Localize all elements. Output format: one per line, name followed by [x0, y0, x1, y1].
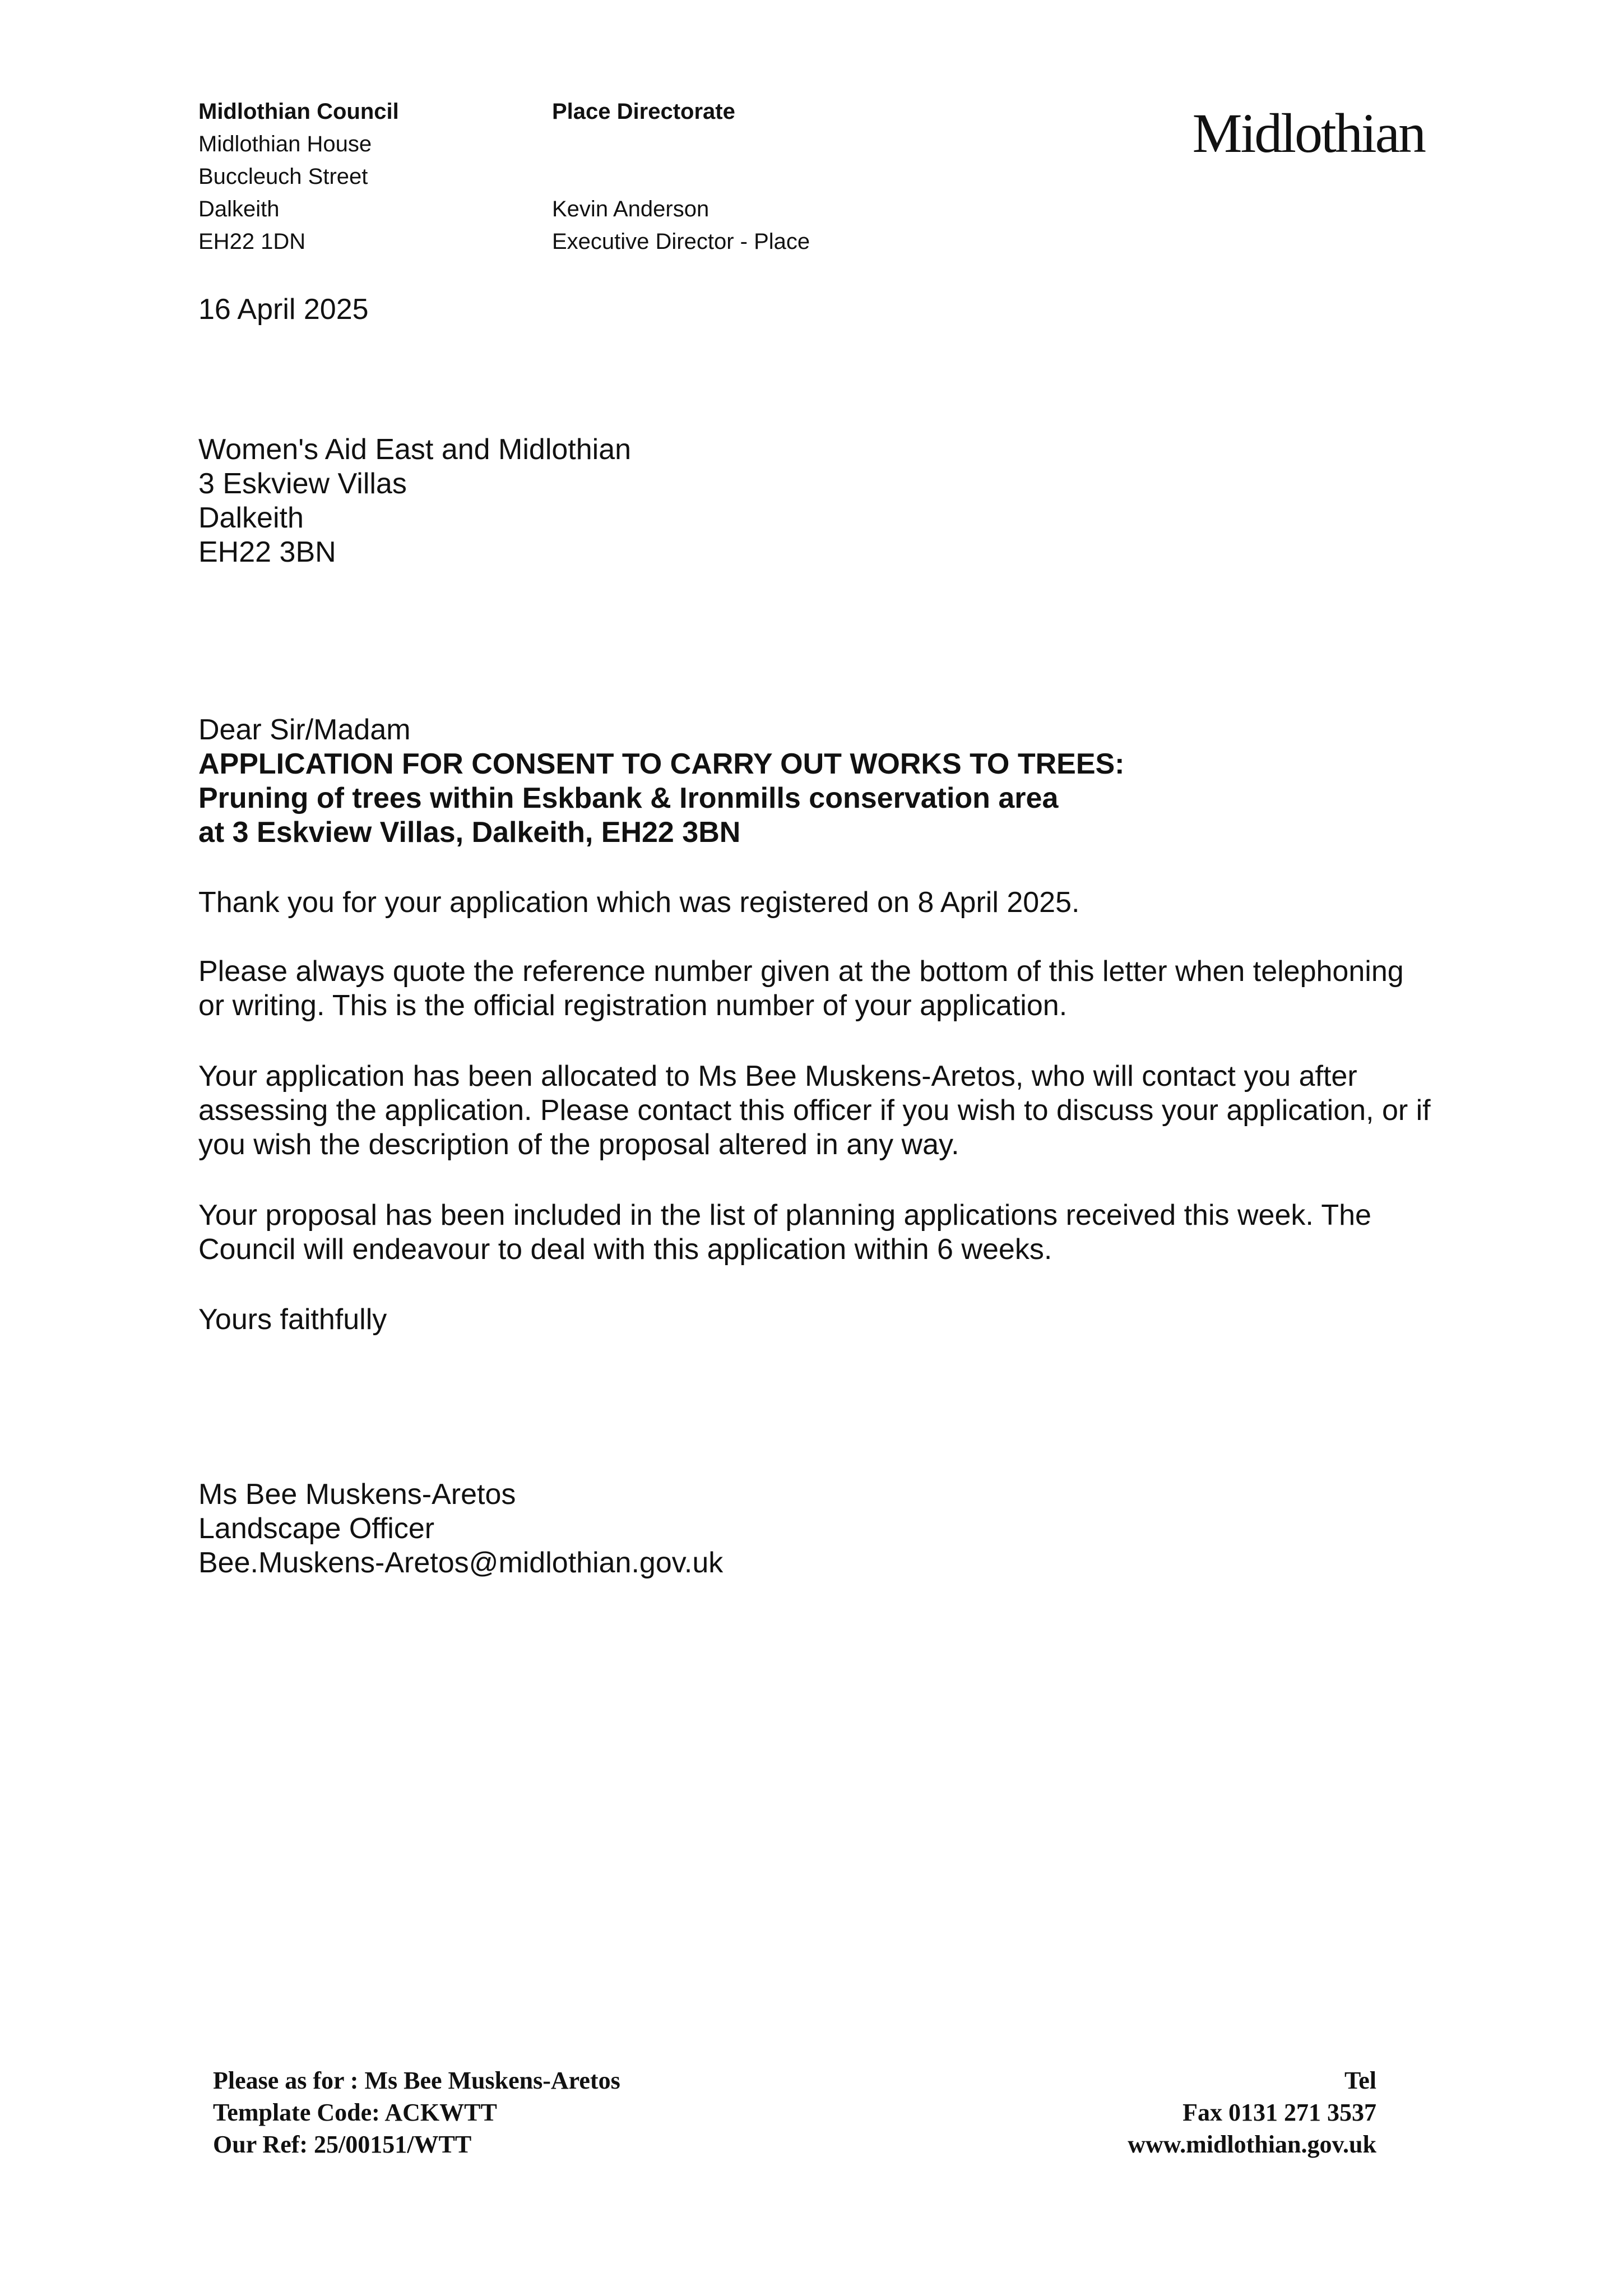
- director-title: Executive Director - Place: [552, 229, 810, 254]
- footer-right: [1128, 2064, 1376, 2160]
- sender-address-line: Midlothian House: [198, 132, 372, 156]
- recipient-line: EH22 3BN: [198, 536, 336, 568]
- footer-reference: Our Ref: 25/00151/WTT: [213, 2131, 472, 2158]
- salutation: Dear Sir/Madam: [198, 714, 411, 746]
- paragraph: Thank you for your application which was registered on 8 April 2025.: [198, 886, 1080, 919]
- subject-line: at 3 Eskview Villas, Dalkeith, EH22 3BN: [198, 816, 741, 849]
- signatory-title: Landscape Officer: [198, 1512, 435, 1545]
- sender-organisation: Midlothian Council: [198, 99, 399, 124]
- salutation-and-subject: [198, 713, 1125, 850]
- recipient-line: Dalkeith: [198, 502, 304, 534]
- letter-date: 16 April 2025: [198, 293, 369, 326]
- sender-address-line: EH22 1DN: [198, 229, 306, 254]
- subject-line: Pruning of trees within Eskbank & Ironmills conservation area: [198, 782, 1059, 814]
- footer-contact-officer: Please as for : Ms Bee Muskens-Aretos: [213, 2067, 620, 2094]
- paragraph: Your proposal has been included in the list of planning applications received this week. The Council will endeavour to deal with this application within 6 weeks.: [198, 1199, 1371, 1266]
- closing: Yours faithfully: [198, 1303, 387, 1336]
- recipient-address-block: [198, 433, 631, 570]
- signatory-block: [198, 1478, 723, 1580]
- spacer: [552, 128, 810, 193]
- directorate-name: Place Directorate: [552, 99, 735, 124]
- recipient-line: Women's Aid East and Midlothian: [198, 433, 632, 466]
- sender-address-block: [198, 95, 399, 258]
- directorate-block: [552, 95, 810, 258]
- footer-fax: Fax 0131 271 3537: [1183, 2099, 1376, 2126]
- footer-tel: Tel: [1344, 2067, 1376, 2094]
- paragraph: Please always quote the reference number given at the bottom of this letter when telephoning or writing. This is the official registration number of your application.: [198, 955, 1404, 1022]
- paragraph: Your application has been allocated to Ms Bee Muskens-Aretos, who will contact you after assessing the application. Please contact this officer if you wish to discuss your application, or if you wish the description of the proposal altered in any way.: [198, 1060, 1431, 1161]
- footer-website: www.midlothian.gov.uk: [1128, 2131, 1376, 2158]
- recipient-line: 3 Eskview Villas: [198, 467, 407, 500]
- footer-template-code: Template Code: ACKWTT: [213, 2099, 497, 2126]
- footer-left: [213, 2064, 620, 2160]
- signatory-name: Ms Bee Muskens-Aretos: [198, 1478, 516, 1511]
- signatory-email: Bee.Muskens-Aretos@midlothian.gov.uk: [198, 1547, 724, 1579]
- director-name: Kevin Anderson: [552, 197, 710, 221]
- subject-line: APPLICATION FOR CONSENT TO CARRY OUT WORKS TO TREES:: [198, 748, 1125, 780]
- sender-address-line: Buccleuch Street: [198, 164, 368, 189]
- midlothian-logo: Midlothian: [1192, 102, 1425, 164]
- sender-address-line: Dalkeith: [198, 197, 280, 221]
